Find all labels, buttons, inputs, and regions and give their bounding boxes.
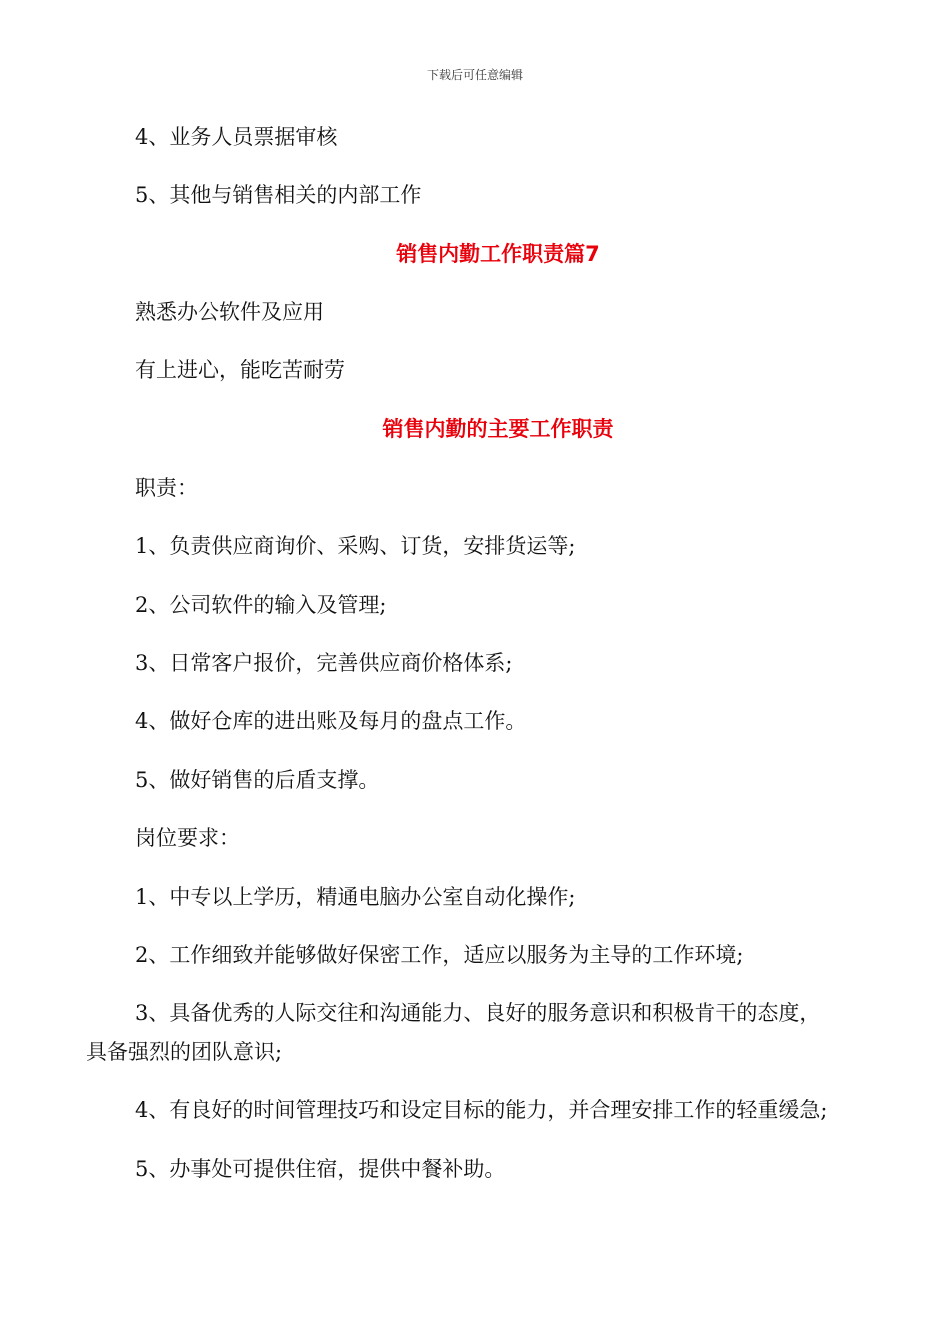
- list-item: 3、日常客户报价，完善供应商价格体系;: [135, 651, 513, 675]
- list-item: 2、工作细致并能够做好保密工作，适应以服务为主导的工作环境;: [135, 943, 744, 967]
- list-item: 4、有良好的时间管理技巧和设定目标的能力，并合理安排工作的轻重缓急;: [135, 1098, 828, 1122]
- list-item: 5、做好销售的后盾支撑。: [135, 768, 380, 792]
- list-item: 4、做好仓库的进出账及每月的盘点工作。: [135, 709, 527, 733]
- paragraph: 职责：: [135, 476, 198, 500]
- list-item: 1、中专以上学历，精通电脑办公室自动化操作;: [135, 885, 576, 909]
- paragraph: 有上进心，能吃苦耐劳: [135, 358, 345, 382]
- paragraph: 岗位要求：: [135, 826, 240, 850]
- section-heading: 销售内勤的主要工作职责: [382, 417, 614, 441]
- section-heading: 销售内勤工作职责篇7: [396, 242, 600, 266]
- list-item: 5、其他与销售相关的内部工作: [135, 183, 422, 207]
- page-header: 下载后可任意编辑: [426, 68, 523, 82]
- paragraph: 熟悉办公软件及应用: [135, 300, 324, 324]
- list-item-continuation: 具备强烈的团队意识;: [86, 1040, 283, 1064]
- list-item: 4、业务人员票据审核: [135, 125, 338, 149]
- list-item: 2、公司软件的输入及管理;: [135, 593, 387, 617]
- list-item: 1、负责供应商询价、采购、订货，安排货运等;: [135, 534, 576, 558]
- list-item: 5、办事处可提供住宿，提供中餐补助。: [135, 1157, 506, 1181]
- list-item: 3、具备优秀的人际交往和沟通能力、良好的服务意识和积极肯干的态度，: [135, 1001, 821, 1025]
